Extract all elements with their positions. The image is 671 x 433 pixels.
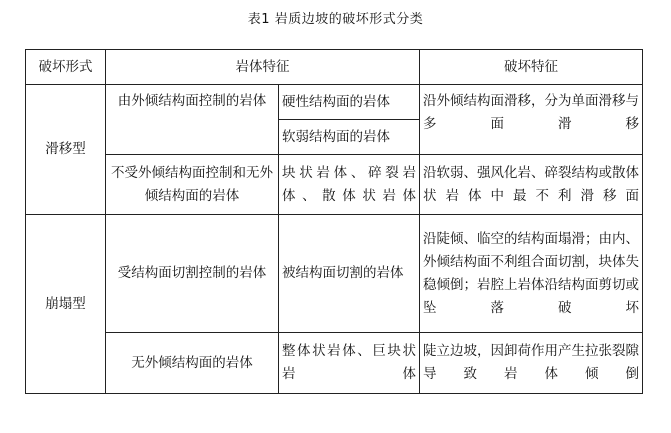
failure-feature-cell: 沿外倾结构面滑移，分为单面滑移与多面滑移 [420, 85, 643, 155]
rock-control-cell: 受结构面切割控制的岩体 [106, 215, 279, 333]
rock-control-cell: 不受外倾结构面控制和无外倾结构面的岩体 [106, 155, 279, 215]
table-title: 表1 岩质边坡的破坏形式分类 [247, 12, 424, 27]
failure-feature-cell: 陡立边坡，因卸荷作用产生拉张裂隙导致岩体倾倒 [420, 333, 643, 394]
failure-feature-cell: 沿陡倾、临空的结构面塌滑；由内、外倾结构面不利组合面切割，块体失稳倾倒；岩腔上岩体沿结构面剪切或坠落破坏 [420, 215, 643, 333]
rock-structure-cell: 被结构面切割的岩体 [279, 215, 420, 333]
failure-form-cell: 滑移型 [26, 85, 106, 215]
failure-feature-cell: 沿软弱、强风化岩、碎裂结构或散体状岩体中最不利滑移面 [420, 155, 643, 215]
rock-structure-cell: 整体状岩体、巨块状岩体 [279, 333, 420, 394]
rock-control-cell: 无外倾结构面的岩体 [106, 333, 279, 394]
rock-subtype-cell: 硬性结构面的岩体 [279, 85, 420, 120]
header-failure-form: 破坏形式 [26, 50, 106, 85]
slope-failure-table [25, 49, 643, 394]
table-header-row [26, 50, 643, 85]
header-rock-features: 岩体特征 [106, 50, 420, 85]
table-row [26, 155, 643, 215]
header-failure-features: 破坏特征 [420, 50, 643, 85]
rock-structure-cell: 块状岩体、碎裂岩体、散体状岩体 [279, 155, 420, 215]
failure-form-cell: 崩塌型 [26, 215, 106, 394]
table-row [26, 85, 643, 120]
table-row [26, 215, 643, 333]
rock-subtype-cell: 软弱结构面的岩体 [279, 120, 420, 155]
rock-control-cell: 由外倾结构面控制的岩体 [106, 85, 279, 155]
table-row [26, 333, 643, 394]
